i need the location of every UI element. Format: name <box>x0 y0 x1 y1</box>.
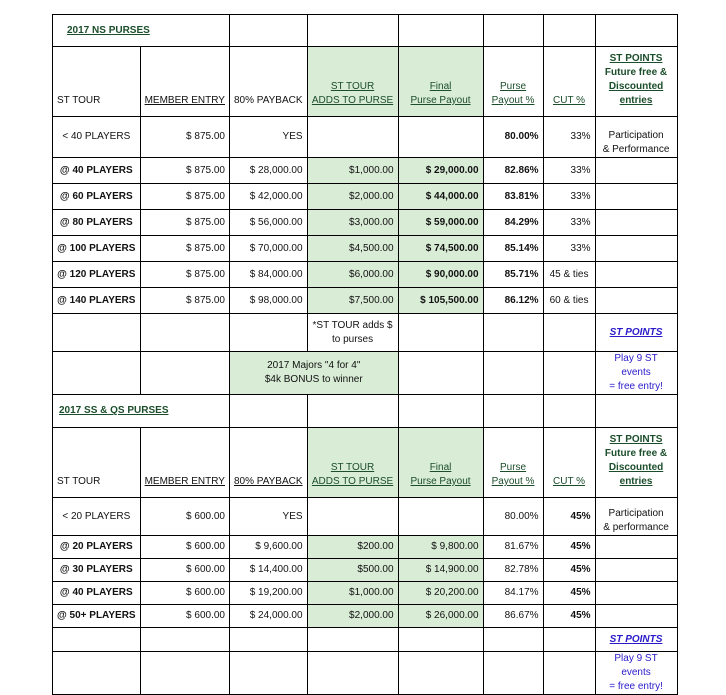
cut-cell: 45% <box>543 536 595 559</box>
col-header-adds-line2: ADDS TO PURSE <box>311 95 394 106</box>
cut-cell: 33% <box>543 117 595 158</box>
pct-cell: 85.71% <box>483 262 543 288</box>
participation-line1: Participation <box>608 130 664 141</box>
pct-cell: 80.00% <box>483 498 543 536</box>
pct-cell: 84.29% <box>483 210 543 236</box>
payback-cell: $ 24,000.00 <box>229 605 307 628</box>
payback-cell: YES <box>229 117 307 158</box>
row-label: @ 20 PLAYERS <box>53 536 141 559</box>
final-cell: $ 59,000.00 <box>398 210 483 236</box>
row-label: < 20 PLAYERS <box>53 498 141 536</box>
row-label: @ 40 PLAYERS <box>53 582 141 605</box>
adds-cell: $1,000.00 <box>307 582 398 605</box>
table-row <box>53 184 678 210</box>
payback-cell: $ 98,000.00 <box>229 288 307 314</box>
adds-cell: $6,000.00 <box>307 262 398 288</box>
col-header-pct-line1: Purse <box>499 462 527 473</box>
adds-cell: $500.00 <box>307 559 398 582</box>
table-row <box>53 117 678 158</box>
participation-cell <box>595 117 677 158</box>
row-label: @ 60 PLAYERS <box>53 184 141 210</box>
row-label: @ 40 PLAYERS <box>53 158 141 184</box>
member-entry-cell: $ 875.00 <box>140 236 229 262</box>
note-line2: to purses <box>331 333 374 345</box>
row-label: @ 100 PLAYERS <box>53 236 141 262</box>
adds-cell: $2,000.00 <box>307 184 398 210</box>
st-points-line2: Future free & <box>604 67 668 78</box>
st-points-line2: Future free & <box>604 448 668 459</box>
ss-section-title: 2017 SS & QS PURSES <box>53 395 230 428</box>
payback-cell: $ 56,000.00 <box>229 210 307 236</box>
member-entry-cell: $ 600.00 <box>140 582 229 605</box>
purse-table <box>52 14 678 695</box>
cut-cell: 33% <box>543 236 595 262</box>
participation-line1: Participation <box>608 508 664 519</box>
majors-line2: $4k BONUS to winner <box>264 374 363 385</box>
adds-cell: $3,000.00 <box>307 210 398 236</box>
final-cell <box>398 498 483 536</box>
st-points-line3: Discounted <box>608 81 664 92</box>
majors-line1: 2017 Majors "4 for 4" <box>267 360 361 371</box>
play9-line1: Play 9 ST events <box>614 353 658 378</box>
play9-line1: Play 9 ST events <box>614 653 658 678</box>
member-entry-cell: $ 600.00 <box>140 559 229 582</box>
table-row <box>53 582 678 605</box>
col-header-purse-pct <box>483 428 543 498</box>
table-row <box>53 262 678 288</box>
pct-cell: 81.67% <box>483 536 543 559</box>
col-header-adds-line2: ADDS TO PURSE <box>311 476 394 487</box>
pct-cell: 80.00% <box>483 117 543 158</box>
payback-cell: $ 19,200.00 <box>229 582 307 605</box>
row-label: @ 30 PLAYERS <box>53 559 141 582</box>
col-header-member-entry: MEMBER ENTRY <box>140 47 229 117</box>
adds-cell: $200.00 <box>307 536 398 559</box>
col-header-final-line2: Purse Payout <box>410 95 471 106</box>
col-header-member-entry: MEMBER ENTRY <box>140 428 229 498</box>
member-entry-cell: $ 875.00 <box>140 262 229 288</box>
col-header-final-payout <box>398 47 483 117</box>
majors-bonus-note <box>229 352 398 395</box>
table-row <box>53 559 678 582</box>
participation-line2: & Performance <box>602 144 670 155</box>
member-entry-cell: $ 600.00 <box>140 536 229 559</box>
pct-cell: 83.81% <box>483 184 543 210</box>
col-header-final-line1: Final <box>429 81 452 92</box>
table-row <box>53 536 678 559</box>
payback-cell: YES <box>229 498 307 536</box>
final-cell: $ 74,500.00 <box>398 236 483 262</box>
col-header-cut: CUT % <box>543 428 595 498</box>
col-header-payback: 80% PAYBACK <box>229 428 307 498</box>
play9-note <box>595 352 677 395</box>
participation-cell <box>595 498 677 536</box>
member-entry-cell: $ 875.00 <box>140 117 229 158</box>
adds-cell <box>307 498 398 536</box>
table-row <box>53 605 678 628</box>
payback-cell: $ 14,400.00 <box>229 559 307 582</box>
row-label: @ 50+ PLAYERS <box>53 605 141 628</box>
ns-section-title: 2017 NS PURSES <box>53 15 230 47</box>
row-label: < 40 PLAYERS <box>53 117 141 158</box>
adds-cell: $4,500.00 <box>307 236 398 262</box>
cut-cell: 45 & ties <box>543 262 595 288</box>
ss-header-row <box>53 428 678 498</box>
pct-cell: 82.78% <box>483 559 543 582</box>
ss-link-row <box>53 628 678 652</box>
cut-cell: 45% <box>543 559 595 582</box>
st-points-link[interactable]: ST POINTS <box>595 628 677 652</box>
cut-cell: 60 & ties <box>543 288 595 314</box>
table-row <box>53 498 678 536</box>
cut-cell: 45% <box>543 498 595 536</box>
cut-cell: 33% <box>543 158 595 184</box>
pct-cell: 86.67% <box>483 605 543 628</box>
row-label: @ 140 PLAYERS <box>53 288 141 314</box>
member-entry-cell: $ 875.00 <box>140 288 229 314</box>
cut-cell: 45% <box>543 582 595 605</box>
row-label: @ 120 PLAYERS <box>53 262 141 288</box>
payback-cell: $ 9,600.00 <box>229 536 307 559</box>
final-cell: $ 44,000.00 <box>398 184 483 210</box>
col-header-final-line1: Final <box>429 462 452 473</box>
st-points-line3: Discounted <box>608 462 664 473</box>
col-header-adds-line1: ST TOUR <box>330 462 375 473</box>
st-points-link[interactable]: ST POINTS <box>595 314 677 352</box>
cut-cell: 33% <box>543 210 595 236</box>
st-points-line4: entries <box>619 476 653 487</box>
col-header-pct-line2: Payout % <box>491 476 535 487</box>
final-cell: $ 9,800.00 <box>398 536 483 559</box>
adds-cell: $2,000.00 <box>307 605 398 628</box>
col-header-final-line2: Purse Payout <box>410 476 471 487</box>
st-points-line1: ST POINTS <box>609 434 663 445</box>
adds-cell: $1,000.00 <box>307 158 398 184</box>
table-row <box>53 288 678 314</box>
col-header-cut: CUT % <box>543 47 595 117</box>
ns-header-row <box>53 47 678 117</box>
ns-title-row <box>53 15 678 47</box>
col-header-st-points <box>595 428 677 498</box>
payback-cell: $ 84,000.00 <box>229 262 307 288</box>
play9-line2: = free entry! <box>609 381 663 392</box>
final-cell: $ 20,200.00 <box>398 582 483 605</box>
participation-line2: & performance <box>603 522 669 533</box>
st-points-line1: ST POINTS <box>609 53 663 64</box>
adds-cell <box>307 117 398 158</box>
ns-note-row <box>53 314 678 352</box>
pct-cell: 86.12% <box>483 288 543 314</box>
final-cell: $ 105,500.00 <box>398 288 483 314</box>
final-cell: $ 26,000.00 <box>398 605 483 628</box>
col-header-purse-pct <box>483 47 543 117</box>
ss-title-row <box>53 395 678 428</box>
table-row <box>53 236 678 262</box>
col-header-final-payout <box>398 428 483 498</box>
member-entry-cell: $ 875.00 <box>140 184 229 210</box>
member-entry-cell: $ 600.00 <box>140 605 229 628</box>
member-entry-cell: $ 875.00 <box>140 210 229 236</box>
payback-cell: $ 70,000.00 <box>229 236 307 262</box>
table-row <box>53 158 678 184</box>
row-label: @ 80 PLAYERS <box>53 210 141 236</box>
st-points-line4: entries <box>619 95 653 106</box>
col-header-pct-line2: Payout % <box>491 95 535 106</box>
pct-cell: 82.86% <box>483 158 543 184</box>
col-header-st-tour: ST TOUR <box>53 47 141 117</box>
ns-majors-row <box>53 352 678 395</box>
final-cell: $ 29,000.00 <box>398 158 483 184</box>
final-cell: $ 90,000.00 <box>398 262 483 288</box>
col-header-adds-line1: ST TOUR <box>330 81 375 92</box>
col-header-adds-to-purse <box>307 47 398 117</box>
member-entry-cell: $ 875.00 <box>140 158 229 184</box>
final-cell <box>398 117 483 158</box>
member-entry-cell: $ 600.00 <box>140 498 229 536</box>
col-header-st-points <box>595 47 677 117</box>
col-header-payback: 80% PAYBACK <box>229 47 307 117</box>
pct-cell: 84.17% <box>483 582 543 605</box>
cut-cell: 33% <box>543 184 595 210</box>
col-header-pct-line1: Purse <box>499 81 527 92</box>
col-header-st-tour: ST TOUR <box>53 428 141 498</box>
final-cell: $ 14,900.00 <box>398 559 483 582</box>
ss-play9-row <box>53 652 678 695</box>
play9-note <box>595 652 677 695</box>
note-line1: *ST TOUR adds $ <box>312 319 393 331</box>
play9-line2: = free entry! <box>609 681 663 692</box>
table-row <box>53 210 678 236</box>
payback-cell: $ 28,000.00 <box>229 158 307 184</box>
pct-cell: 85.14% <box>483 236 543 262</box>
cut-cell: 45% <box>543 605 595 628</box>
st-tour-adds-note <box>307 314 398 352</box>
adds-cell: $7,500.00 <box>307 288 398 314</box>
col-header-adds-to-purse <box>307 428 398 498</box>
payback-cell: $ 42,000.00 <box>229 184 307 210</box>
